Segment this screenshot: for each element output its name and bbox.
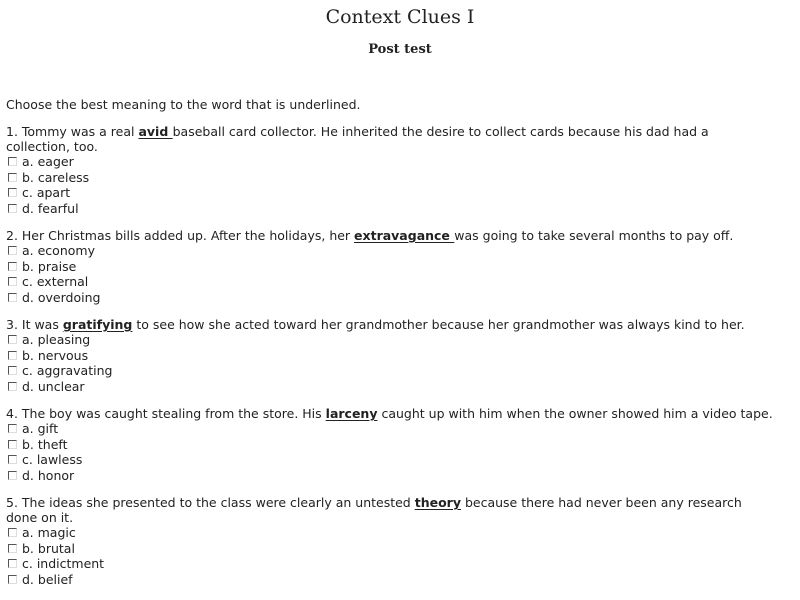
question-text-before: 5. The ideas she presented to the class were clearly an untested [6, 495, 415, 510]
radio-button[interactable] [8, 262, 17, 271]
underlined-word: extravagance [354, 228, 455, 243]
radio-button[interactable] [8, 204, 17, 213]
answer-options [6, 154, 791, 216]
answer-option-label: d. unclear [22, 378, 85, 394]
question-5 [6, 495, 791, 587]
answer-option-b[interactable] [6, 348, 791, 364]
question-text-after: because there had never been any research done on it. [6, 495, 742, 525]
answer-option-label: d. overdoing [22, 289, 101, 305]
answer-option-b[interactable] [6, 259, 791, 275]
answer-option-label: c. lawless [22, 452, 83, 467]
answer-options [6, 243, 791, 305]
question-stem [6, 228, 776, 243]
question-list [6, 124, 791, 599]
radio-button[interactable] [8, 293, 17, 302]
radio-button[interactable] [8, 575, 17, 584]
page-title: Context Clues I [325, 6, 475, 28]
radio-button[interactable] [8, 277, 17, 286]
answer-option-c[interactable] [6, 556, 791, 572]
answer-option-d[interactable] [6, 201, 791, 217]
answer-option-label: c. external [22, 274, 89, 289]
question-4 [6, 406, 791, 483]
answer-option-label: a. magic [22, 525, 76, 540]
answer-option-b[interactable] [6, 437, 791, 453]
question-text-before: 2. Her Christmas bills added up. After the holidays, her [6, 228, 355, 243]
question-stem [6, 317, 776, 332]
radio-button[interactable] [8, 246, 17, 255]
radio-button[interactable] [8, 559, 17, 568]
answer-option-c[interactable] [6, 363, 791, 379]
radio-button[interactable] [8, 471, 17, 480]
question-text-after: was going to take several months to pay off. [454, 228, 734, 243]
answer-option-label: b. praise [22, 258, 77, 274]
underlined-word: larceny [325, 406, 378, 421]
question-text-after: caught up with him when the owner showed him a video tape. [377, 406, 773, 421]
radio-button[interactable] [8, 382, 17, 391]
question-2 [6, 228, 791, 305]
radio-button[interactable] [8, 440, 17, 449]
answer-option-c[interactable] [6, 185, 791, 201]
radio-button[interactable] [8, 544, 17, 553]
question-3 [6, 317, 791, 394]
underlined-word: avid [138, 124, 173, 139]
question-text-before: 1. Tommy was a real [6, 124, 139, 139]
answer-option-label: a. eager [22, 154, 74, 169]
answer-options [6, 525, 791, 587]
question-text-before: 4. The boy was caught stealing from the store. His [6, 406, 326, 421]
radio-button[interactable] [8, 424, 17, 433]
answer-option-b[interactable] [6, 541, 791, 557]
question-stem [6, 406, 776, 421]
answer-option-label: b. nervous [22, 347, 89, 363]
underlined-word: gratifying [62, 317, 133, 332]
underlined-word: theory [414, 495, 461, 510]
radio-button[interactable] [8, 528, 17, 537]
answer-option-label: d. fearful [22, 200, 79, 216]
answer-option-label: d. honor [22, 467, 75, 483]
answer-option-label: c. indictment [22, 556, 105, 571]
answer-option-label: c. aggravating [22, 363, 113, 378]
answer-option-label: a. pleasing [22, 332, 91, 347]
answer-option-label: b. careless [22, 169, 90, 185]
answer-option-a[interactable] [6, 421, 791, 437]
radio-button[interactable] [8, 366, 17, 375]
answer-option-d[interactable] [6, 572, 791, 588]
answer-option-label: a. gift [22, 421, 59, 436]
answer-option-a[interactable] [6, 243, 791, 259]
question-text-after: to see how she acted toward her grandmother because her grandmother was always kind to her. [132, 317, 745, 332]
question-stem [6, 124, 776, 154]
question-stem [6, 495, 776, 525]
answer-option-d[interactable] [6, 290, 791, 306]
answer-option-a[interactable] [6, 332, 791, 348]
answer-option-label: b. theft [22, 436, 68, 452]
answer-options [6, 332, 791, 394]
radio-button[interactable] [8, 351, 17, 360]
radio-button[interactable] [8, 157, 17, 166]
answer-option-label: a. economy [22, 243, 95, 258]
page-subtitle: Post test [368, 42, 432, 57]
answer-option-d[interactable] [6, 468, 791, 484]
answer-option-c[interactable] [6, 452, 791, 468]
answer-option-a[interactable] [6, 154, 791, 170]
radio-button[interactable] [8, 188, 17, 197]
answer-option-c[interactable] [6, 274, 791, 290]
radio-button[interactable] [8, 173, 17, 182]
radio-button[interactable] [8, 455, 17, 464]
answer-option-a[interactable] [6, 525, 791, 541]
answer-options [6, 421, 791, 483]
question-1 [6, 124, 791, 216]
instructions: Choose the best meaning to the word that is underlined. [6, 97, 361, 112]
answer-option-label: b. brutal [22, 540, 75, 556]
answer-option-label: d. belief [22, 571, 73, 587]
question-text-before: 3. It was [6, 317, 63, 332]
answer-option-label: c. apart [22, 185, 71, 200]
answer-option-d[interactable] [6, 379, 791, 395]
answer-option-b[interactable] [6, 170, 791, 186]
radio-button[interactable] [8, 335, 17, 344]
question-text-after: baseball card collector. He inherited the desire to collect cards because his dad had a collection, too. [6, 124, 709, 154]
